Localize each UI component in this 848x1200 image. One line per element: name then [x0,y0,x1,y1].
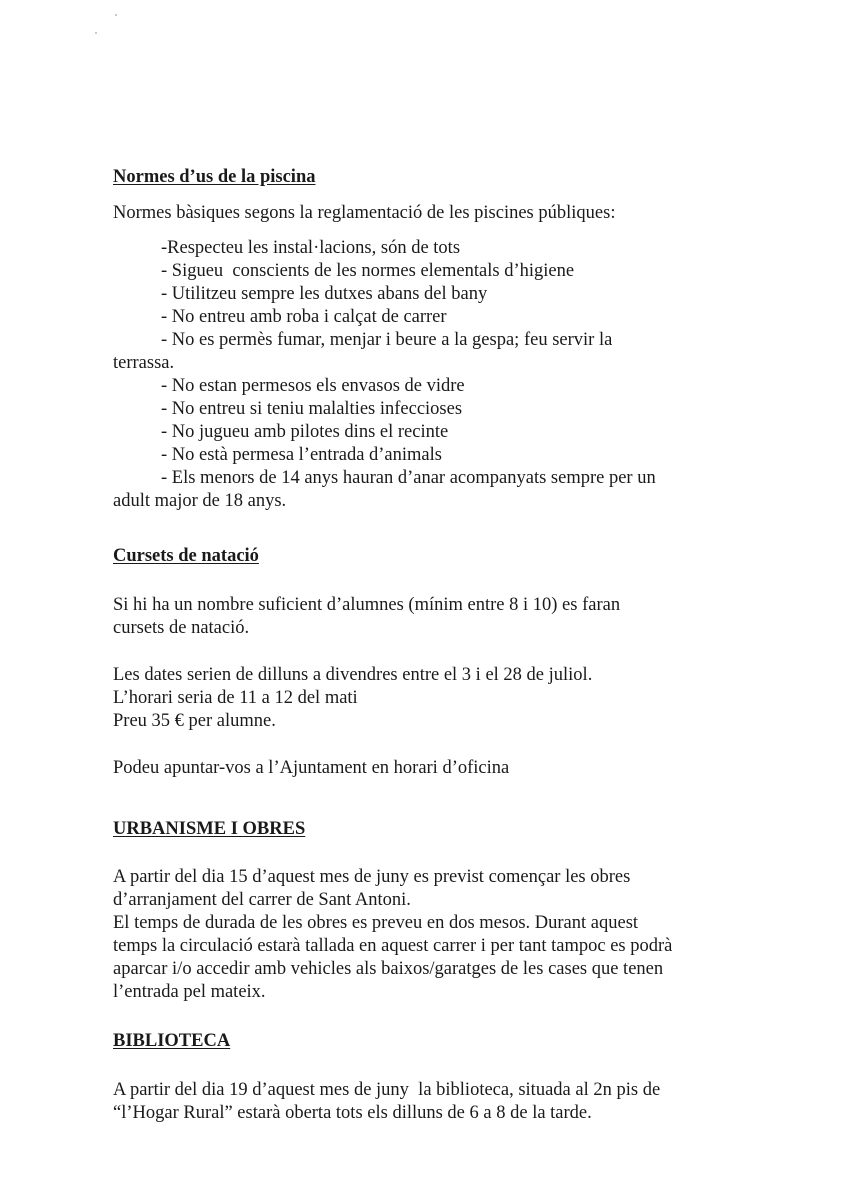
paragraph-line: cursets de natació. [113,618,250,638]
rules-list [113,237,733,513]
urbanisme-paragraph [113,866,733,1004]
rule-item: -Respecteu les instal·lacions, són de tots [161,238,461,258]
section-heading: BIBLIOTECA [113,1031,231,1051]
section-heading: Normes d’us de la piscina [113,167,316,187]
paragraph-line: aparcar i/o accedir amb vehicles als baixos/garatges de les cases que tenen [113,959,664,979]
section-biblioteca [113,1030,733,1125]
rule-item: - No entreu si teniu malalties infeccioses [161,399,463,419]
scan-speck [95,32,97,34]
section-intro: Normes bàsiques segons la reglamentació de les piscines públiques: [113,203,616,223]
section-urbanisme [113,818,733,1004]
paragraph-line: “l’Hogar Rural” estarà oberta tots els dilluns de 6 a 8 de la tarde. [113,1103,592,1123]
rule-item-continuation: terrassa. [113,353,175,373]
rule-item: - No estan permesos els envasos de vidre [161,376,465,396]
biblioteca-paragraph [113,1079,733,1125]
paragraph-line: l’entrada pel mateix. [113,982,266,1002]
paragraph-line: Si hi ha un nombre suficient d’alumnes (mínim entre 8 i 10) es faran [113,595,621,615]
rule-item: - No es permès fumar, menjar i beure a la gespa; feu servir la [161,330,613,350]
rule-item: - No entreu amb roba i calçat de carrer [161,307,447,327]
paragraph-line: L’horari seria de 11 a 12 del mati [113,688,358,708]
paragraph-line: temps la circulació estarà tallada en aquest carrer i per tant tampoc es podrà [113,936,673,956]
rule-item: - Sigueu conscients de les normes elementals d’higiene [161,261,575,281]
rule-item: - No jugueu amb pilotes dins el recinte [161,422,449,442]
section-piscina [113,166,733,513]
paragraph-line: d’arranjament del carrer de Sant Antoni. [113,890,411,910]
section-heading: URBANISME I OBRES [113,819,306,839]
rule-item-continuation: adult major de 18 anys. [113,491,287,511]
paragraph-line: A partir del dia 19 d’aquest mes de juny la biblioteca, situada al 2n pis de [113,1080,661,1100]
cursets-signup: Podeu apuntar-vos a l’Ajuntament en horari d’oficina [113,758,510,778]
rule-item: - Utilitzeu sempre les dutxes abans del bany [161,284,488,304]
scan-speck [115,14,117,16]
rule-item: - No està permesa l’entrada d’animals [161,445,442,465]
cursets-details [113,664,733,733]
paragraph-line: Les dates serien de dilluns a divendres entre el 3 i el 28 de juliol. [113,665,593,685]
rule-item: - Els menors de 14 anys hauran d’anar acompanyats sempre per un [161,468,656,488]
paragraph-line: Preu 35 € per alumne. [113,711,276,731]
section-heading: Cursets de natació [113,546,259,566]
paragraph-line: A partir del dia 15 d’aquest mes de juny es previst començar les obres [113,867,631,887]
cursets-paragraph [113,594,733,640]
section-cursets [113,545,733,780]
paragraph-line: El temps de durada de les obres es preveu en dos mesos. Durant aquest [113,913,639,933]
